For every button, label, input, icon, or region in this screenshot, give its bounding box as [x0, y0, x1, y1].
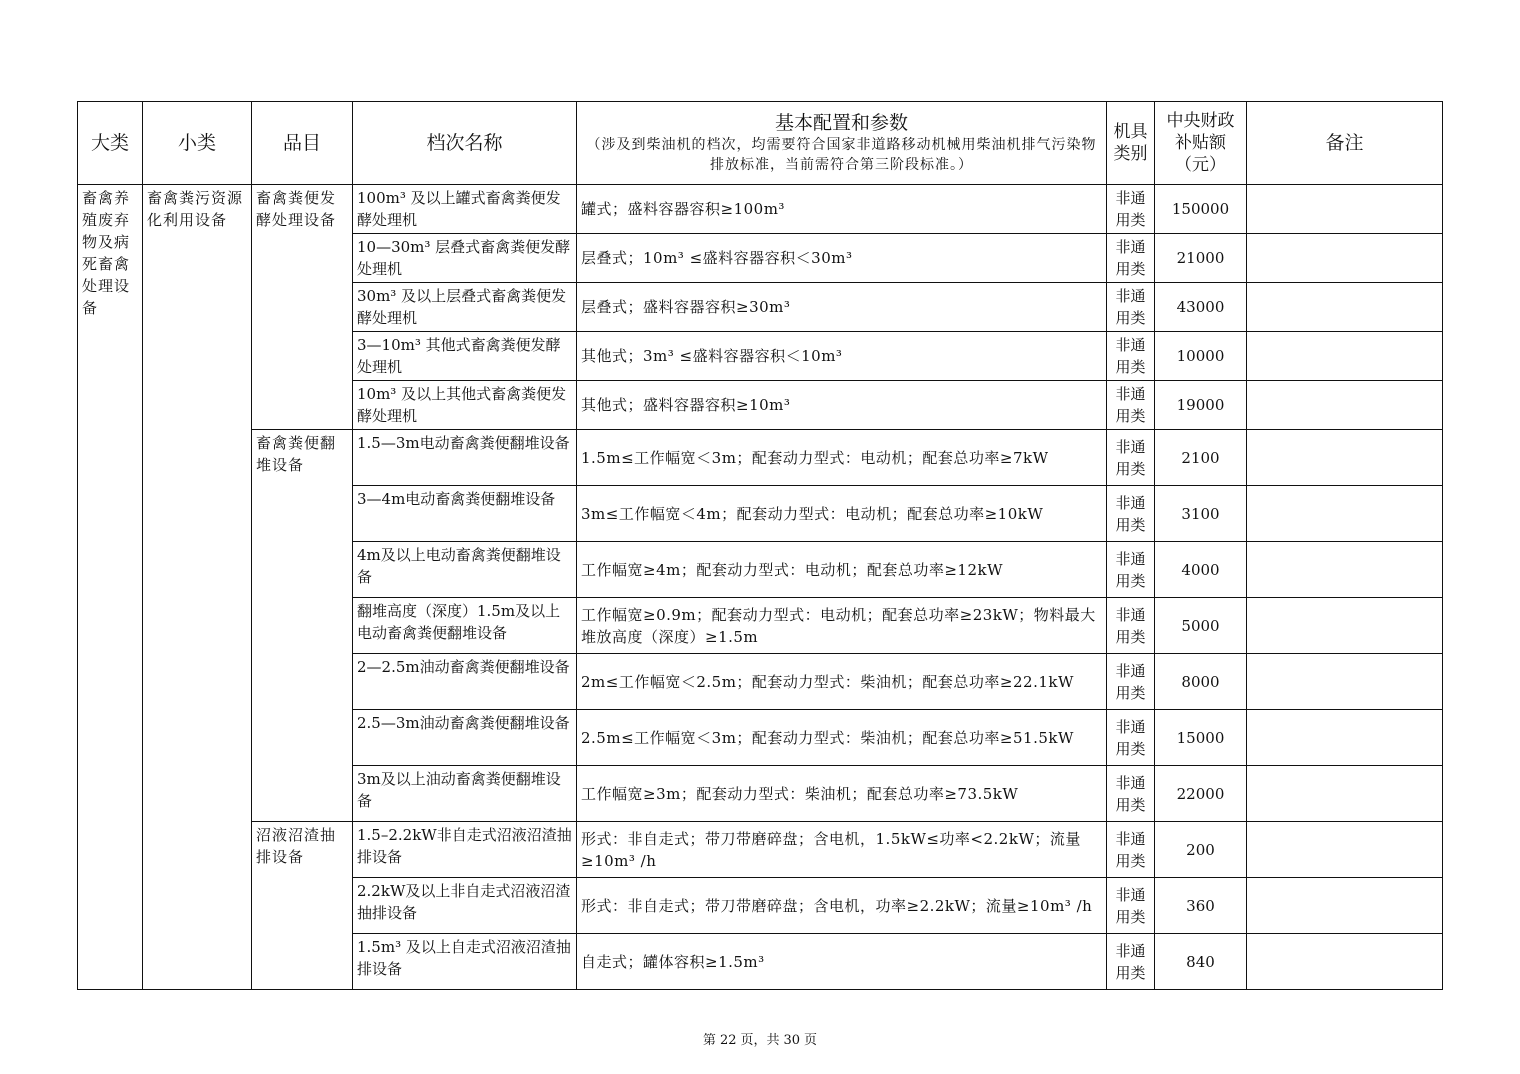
grade-cell: 2.2kW及以上非自走式沼液沼渣抽排设备 [353, 878, 577, 934]
class-cell: 非通用类 [1107, 185, 1155, 234]
grade-cell: 1.5—3m电动畜禽粪便翻堆设备 [353, 430, 577, 486]
footer-total-pages: 30 [783, 1033, 801, 1048]
class-cell: 非通用类 [1107, 486, 1155, 542]
remark-cell [1247, 185, 1443, 234]
amount-cell: 43000 [1155, 283, 1247, 332]
remark-cell [1247, 934, 1443, 990]
grade-cell: 2.5—3m油动畜禽粪便翻堆设备 [353, 710, 577, 766]
footer-prefix: 第 [702, 1033, 716, 1048]
class-cell: 非通用类 [1107, 710, 1155, 766]
spec-cell: 2.5m≤工作幅宽＜3m；配套动力型式：柴油机；配套总功率≥51.5kW [577, 710, 1107, 766]
item-cell: 畜禽粪便发酵处理设备 [252, 185, 353, 430]
header-machine-class: 机具类别 [1107, 102, 1155, 185]
grade-cell: 30m³ 及以上层叠式畜禽粪便发酵处理机 [353, 283, 577, 332]
table-row [78, 185, 1443, 234]
remark-cell [1247, 381, 1443, 430]
class-cell: 非通用类 [1107, 598, 1155, 654]
amount-cell: 200 [1155, 822, 1247, 878]
footer-current-page: 22 [719, 1033, 737, 1048]
spec-cell: 形式：非自走式；带刀带磨碎盘；含电机，1.5kW≤功率<2.2kW；流量≥10m³ /h [577, 822, 1107, 878]
header-minor-category: 小类 [143, 102, 252, 185]
grade-cell: 100m³ 及以上罐式畜禽粪便发酵处理机 [353, 185, 577, 234]
header-row [78, 102, 1443, 185]
item-cell: 畜禽粪便翻堆设备 [252, 430, 353, 822]
grade-cell: 2—2.5m油动畜禽粪便翻堆设备 [353, 654, 577, 710]
amount-cell: 360 [1155, 878, 1247, 934]
remark-cell [1247, 878, 1443, 934]
spec-cell: 层叠式；盛料容器容积≥30m³ [577, 283, 1107, 332]
spec-cell: 1.5m≤工作幅宽＜3m；配套动力型式：电动机；配套总功率≥7kW [577, 430, 1107, 486]
spec-cell: 3m≤工作幅宽＜4m；配套动力型式：电动机；配套总功率≥10kW [577, 486, 1107, 542]
remark-cell [1247, 332, 1443, 381]
footer-mid: 页，共 [740, 1033, 780, 1048]
remark-cell [1247, 710, 1443, 766]
grade-cell: 4m及以上电动畜禽粪便翻堆设备 [353, 542, 577, 598]
grade-cell: 1.5–2.2kW非自走式沼液沼渣抽排设备 [353, 822, 577, 878]
header-remark: 备注 [1247, 102, 1443, 185]
grade-cell: 3m及以上油动畜禽粪便翻堆设备 [353, 766, 577, 822]
amount-cell: 840 [1155, 934, 1247, 990]
grade-cell: 10—30m³ 层叠式畜禽粪便发酵处理机 [353, 234, 577, 283]
class-cell: 非通用类 [1107, 878, 1155, 934]
remark-cell [1247, 542, 1443, 598]
amount-cell: 5000 [1155, 598, 1247, 654]
remark-cell [1247, 283, 1443, 332]
amount-cell: 21000 [1155, 234, 1247, 283]
class-cell: 非通用类 [1107, 542, 1155, 598]
remark-cell [1247, 486, 1443, 542]
amount-cell: 4000 [1155, 542, 1247, 598]
class-cell: 非通用类 [1107, 766, 1155, 822]
amount-cell: 2100 [1155, 430, 1247, 486]
class-cell: 非通用类 [1107, 332, 1155, 381]
spec-cell: 工作幅宽≥3m；配套动力型式：柴油机；配套总功率≥73.5kW [577, 766, 1107, 822]
grade-cell: 10m³ 及以上其他式畜禽粪便发酵处理机 [353, 381, 577, 430]
spec-cell: 工作幅宽≥0.9m；配套动力型式：电动机；配套总功率≥23kW；物料最大堆放高度（深度）≥1.5m [577, 598, 1107, 654]
grade-cell: 3—10m³ 其他式畜禽粪便发酵处理机 [353, 332, 577, 381]
amount-cell: 19000 [1155, 381, 1247, 430]
grade-cell: 1.5m³ 及以上自走式沼液沼渣抽排设备 [353, 934, 577, 990]
spec-cell: 罐式；盛料容器容积≥100m³ [577, 185, 1107, 234]
class-cell: 非通用类 [1107, 822, 1155, 878]
major-category-cell: 畜禽养殖废弃物及病死畜禽处理设备 [78, 185, 143, 990]
class-cell: 非通用类 [1107, 430, 1155, 486]
page-footer [0, 1029, 1520, 1048]
minor-category-cell: 畜禽粪污资源化利用设备 [143, 185, 252, 990]
spec-cell: 其他式；盛料容器容积≥10m³ [577, 381, 1107, 430]
spec-cell: 其他式；3m³ ≤盛料容器容积＜10m³ [577, 332, 1107, 381]
class-cell: 非通用类 [1107, 234, 1155, 283]
table-row [78, 430, 1443, 486]
class-cell: 非通用类 [1107, 654, 1155, 710]
remark-cell [1247, 430, 1443, 486]
spec-cell: 工作幅宽≥4m；配套动力型式：电动机；配套总功率≥12kW [577, 542, 1107, 598]
amount-cell: 10000 [1155, 332, 1247, 381]
spec-cell: 2m≤工作幅宽＜2.5m；配套动力型式：柴油机；配套总功率≥22.1kW [577, 654, 1107, 710]
footer-suffix: 页 [804, 1033, 818, 1048]
spec-cell: 自走式；罐体容积≥1.5m³ [577, 934, 1107, 990]
header-grade-name: 档次名称 [353, 102, 577, 185]
spec-cell: 层叠式；10m³ ≤盛料容器容积＜30m³ [577, 234, 1107, 283]
header-spec-title: 基本配置和参数 [774, 112, 908, 134]
grade-cell: 3—4m电动畜禽粪便翻堆设备 [353, 486, 577, 542]
remark-cell [1247, 234, 1443, 283]
header-major-category: 大类 [78, 102, 143, 185]
amount-cell: 22000 [1155, 766, 1247, 822]
remark-cell [1247, 766, 1443, 822]
remark-cell [1247, 654, 1443, 710]
remark-cell [1247, 822, 1443, 878]
class-cell: 非通用类 [1107, 283, 1155, 332]
amount-cell: 3100 [1155, 486, 1247, 542]
class-cell: 非通用类 [1107, 934, 1155, 990]
item-cell: 沼液沼渣抽排设备 [252, 822, 353, 990]
table-row [78, 822, 1443, 878]
subsidy-table [77, 101, 1443, 990]
header-spec-note: （涉及到柴油机的档次，均需要符合国家非道路移动机械用柴油机排气污染物排放标准，当前需符合第三阶段标准。） [586, 137, 1097, 173]
header-item: 品目 [252, 102, 353, 185]
amount-cell: 15000 [1155, 710, 1247, 766]
header-subsidy: 中央财政补贴额（元） [1155, 102, 1247, 185]
amount-cell: 8000 [1155, 654, 1247, 710]
spec-cell: 形式：非自走式；带刀带磨碎盘；含电机，功率≥2.2kW；流量≥10m³ /h [577, 878, 1107, 934]
class-cell: 非通用类 [1107, 381, 1155, 430]
remark-cell [1247, 598, 1443, 654]
header-spec [577, 102, 1107, 185]
amount-cell: 150000 [1155, 185, 1247, 234]
grade-cell: 翻堆高度（深度）1.5m及以上电动畜禽粪便翻堆设备 [353, 598, 577, 654]
